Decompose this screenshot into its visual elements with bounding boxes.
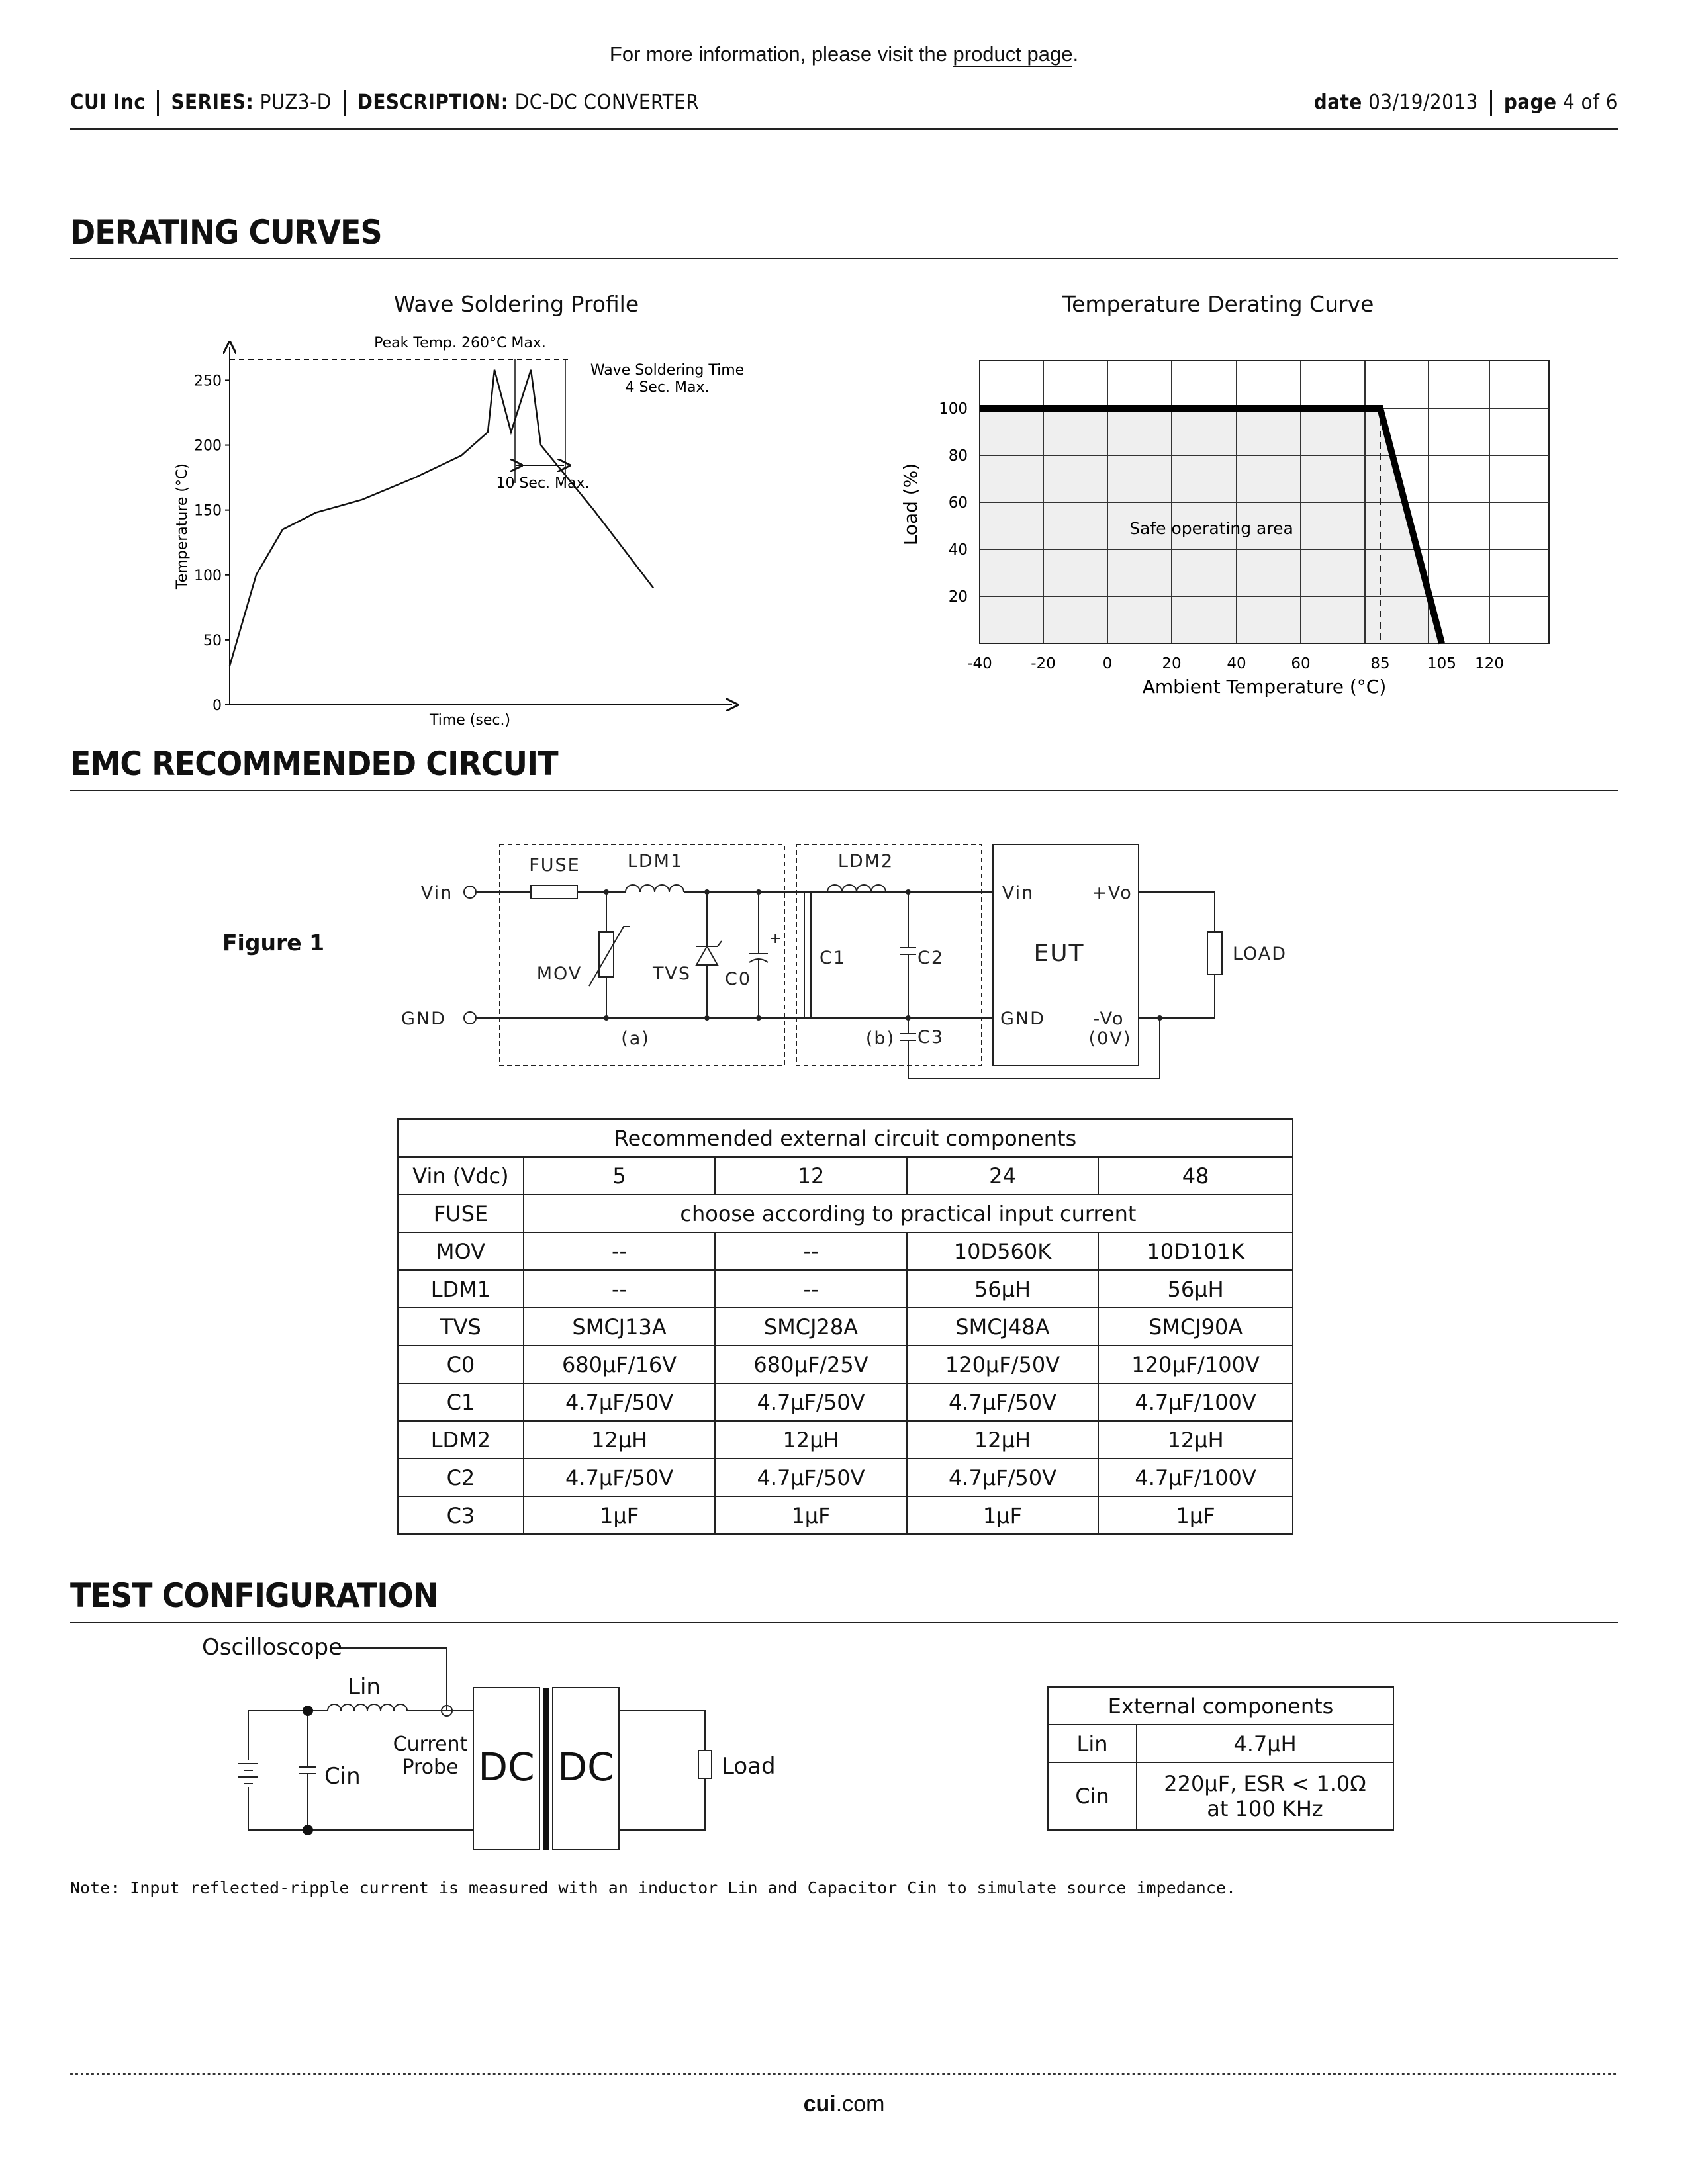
document-header (70, 86, 1618, 123)
vin-terminal (464, 886, 476, 898)
c0-label: C0 (724, 969, 752, 989)
page-label: page (1503, 90, 1557, 114)
table-cell: 12µH (1098, 1421, 1293, 1459)
table-row (398, 1195, 1293, 1232)
table-cell: 4.7µF/50V (524, 1383, 715, 1421)
external-cin-freq: at 100 KHz (1207, 1796, 1323, 1821)
table-row (398, 1232, 1293, 1270)
c3-label: C3 (917, 1027, 945, 1048)
eut-0v-label: (0V) (1088, 1028, 1132, 1049)
external-components-table (1047, 1686, 1394, 1831)
table-row (398, 1270, 1293, 1308)
oscilloscope-label: Oscilloscope (202, 1634, 343, 1661)
peak-temp-label: Peak Temp. 260°C Max. (374, 335, 546, 351)
recommended-components-table (397, 1118, 1293, 1535)
load-label: LOAD (1232, 944, 1288, 964)
table-row (398, 1459, 1293, 1496)
description-label: DESCRIPTION: (357, 90, 509, 114)
table-row (398, 1308, 1293, 1345)
table-cell: 680µF/16V (524, 1345, 715, 1383)
table-cell: choose according to practical input current (524, 1195, 1293, 1232)
row-header-cell: FUSE (398, 1195, 524, 1232)
table-cell: 4.7µF/50V (715, 1383, 906, 1421)
row-header-cell: C1 (398, 1383, 524, 1421)
table-cell: 10D101K (1098, 1232, 1293, 1270)
fuse-label: FUSE (529, 855, 581, 876)
section-rule-test (70, 1622, 1618, 1623)
table-row (398, 1421, 1293, 1459)
derating-x-tick-label: 0 (1102, 655, 1113, 672)
table-cell: 12µH (907, 1421, 1098, 1459)
table-cell: 12µH (524, 1421, 715, 1459)
footer-domain-bold[interactable]: cui (803, 2091, 836, 2116)
components-table-title: Recommended external circuit components (398, 1119, 1293, 1157)
row-header-cell: TVS (398, 1308, 524, 1345)
test-configuration-diagram (192, 1628, 788, 1853)
ldm1-inductor (626, 885, 684, 892)
product-page-link[interactable]: product page (953, 42, 1073, 66)
wave-y-tick-label: 100 (194, 567, 222, 584)
lin-label: Lin (348, 1674, 381, 1700)
section-title-test: TEST CONFIGURATION (70, 1576, 438, 1615)
eut-vin-label: Vin (1002, 883, 1035, 903)
external-cin-name: Cin (1048, 1762, 1137, 1830)
wave-profile-curve (230, 370, 653, 666)
table-cell: 4.7µF/50V (715, 1459, 906, 1496)
date-value: 03/19/2013 (1368, 90, 1478, 114)
row-header-cell: C2 (398, 1459, 524, 1496)
table-cell: 4.7µF/50V (907, 1459, 1098, 1496)
derating-y-tick-label: 100 (939, 400, 968, 418)
vin-label: Vin (420, 883, 453, 903)
wave-chart-title: Wave Soldering Profile (393, 291, 639, 317)
table-cell: 1µF (524, 1496, 715, 1534)
table-cell: 1µF (715, 1496, 906, 1534)
table-cell: SMCJ90A (1098, 1308, 1293, 1345)
derating-x-tick-label: 105 (1427, 655, 1456, 672)
wave-y-tick-label: 0 (212, 698, 222, 714)
top-note-suffix: . (1072, 42, 1079, 66)
probe-label: Probe (402, 1756, 459, 1779)
table-cell: 1µF (1098, 1496, 1293, 1534)
footer-dotted-rule (70, 2073, 1618, 2075)
test-load-resistor (698, 1751, 712, 1778)
table-cell: 4.7µF/100V (1098, 1459, 1293, 1496)
top-note (0, 42, 1688, 66)
block-a-label: (a) (621, 1028, 650, 1049)
tvs-label: TVS (652, 964, 692, 984)
derating-y-tick-label: 20 (948, 588, 968, 606)
table-cell: 120µF/50V (907, 1345, 1098, 1383)
wave-y-tick-label: 50 (203, 632, 222, 649)
derating-x-tick-label: 40 (1227, 655, 1246, 672)
table-cell: 12 (715, 1157, 906, 1195)
table-row (398, 1383, 1293, 1421)
table-cell: -- (715, 1270, 906, 1308)
table-cell: 680µF/25V (715, 1345, 906, 1383)
emc-circuit-diagram (391, 834, 1317, 1099)
wave-soldering-chart (159, 331, 755, 741)
row-header-cell: C0 (398, 1345, 524, 1383)
eut-label: EUT (1033, 940, 1085, 967)
table-cell: 12µH (715, 1421, 906, 1459)
block-b-label: (b) (865, 1028, 896, 1049)
table-cell: -- (524, 1232, 715, 1270)
section-title-derating: DERATING CURVES (70, 213, 382, 251)
table-cell: 5 (524, 1157, 715, 1195)
table-cell: 4.7µF/100V (1098, 1383, 1293, 1421)
lin-inductor (328, 1704, 407, 1711)
derating-y-tick-label: 60 (948, 494, 968, 512)
external-lin-value: 4.7µH (1137, 1725, 1393, 1762)
c0-plus-label: + (769, 931, 783, 947)
derating-x-tick-label: 20 (1162, 655, 1182, 672)
wave-x-label: Time (sec.) (429, 712, 511, 729)
derating-chart-title: Temperature Derating Curve (1062, 291, 1374, 317)
table-row (398, 1496, 1293, 1534)
wave-y-tick-label: 200 (194, 437, 222, 455)
table-cell: 56µH (907, 1270, 1098, 1308)
table-cell: SMCJ13A (524, 1308, 715, 1345)
page-value: 4 of 6 (1562, 90, 1618, 114)
table-cell: SMCJ28A (715, 1308, 906, 1345)
table-cell: -- (715, 1232, 906, 1270)
table-cell: 4.7µF/50V (524, 1459, 715, 1496)
external-table-title: External components (1048, 1687, 1393, 1725)
table-cell: 24 (907, 1157, 1098, 1195)
isolation-bar (543, 1688, 549, 1850)
eut-vo-pos-label: +Vo (1092, 883, 1133, 903)
table-cell: 10D560K (907, 1232, 1098, 1270)
date-label: date (1313, 90, 1362, 114)
measurement-note: Note: Input reflected-ripple current is measured with an inductor Lin and Capacitor Cin to simulate source impedance. (70, 1878, 1236, 1897)
ten-sec-label: 10 Sec. Max. (496, 475, 590, 492)
footer-domain-rest[interactable]: .com (835, 2091, 885, 2116)
c2-label: C2 (917, 948, 945, 968)
external-lin-name: Lin (1048, 1725, 1137, 1762)
table-cell: 48 (1098, 1157, 1293, 1195)
row-header-cell: MOV (398, 1232, 524, 1270)
temperature-derating-chart (887, 331, 1575, 715)
series-label: SERIES: (171, 90, 254, 114)
section-title-emc: EMC RECOMMENDED CIRCUIT (70, 745, 558, 783)
table-cell: 1µF (907, 1496, 1098, 1534)
figure-label: Figure 1 (222, 930, 325, 956)
wave-y-tick-label: 250 (194, 373, 222, 390)
tvs-diode (696, 946, 718, 965)
row-header-cell: LDM2 (398, 1421, 524, 1459)
test-load-label: Load (722, 1753, 776, 1780)
load-resistor (1207, 932, 1222, 974)
fuse-symbol (531, 886, 577, 899)
derating-x-tick-label: -40 (967, 655, 992, 672)
derating-x-tick-label: 85 (1370, 655, 1390, 672)
gnd-label: GND (401, 1009, 446, 1029)
wave-time-label-1: Wave Soldering Time (590, 362, 745, 379)
ldm1-label: LDM1 (627, 851, 684, 872)
eut-vo-neg-label: -Vo (1093, 1009, 1125, 1029)
derating-y-tick-label: 40 (948, 541, 968, 559)
row-header-cell: Vin (Vdc) (398, 1157, 524, 1195)
dc-right-label: DC (557, 1745, 614, 1790)
table-cell: 120µF/100V (1098, 1345, 1293, 1383)
table-cell: -- (524, 1270, 715, 1308)
external-cin-value: 220µF, ESR < 1.0Ω (1164, 1771, 1366, 1796)
derating-x-tick-label: 60 (1291, 655, 1311, 672)
description-value: DC-DC CONVERTER (514, 90, 700, 114)
table-cell: 4.7µF/50V (907, 1383, 1098, 1421)
derating-y-label: Load (%) (900, 463, 921, 546)
table-cell: 56µH (1098, 1270, 1293, 1308)
series-value: PUZ3-D (259, 90, 332, 114)
gnd-terminal (464, 1012, 476, 1024)
c1-label: C1 (819, 948, 847, 968)
wave-y-tick-label: 150 (194, 502, 222, 520)
current-label: Current (393, 1733, 468, 1756)
derating-x-label: Ambient Temperature (°C) (1142, 676, 1387, 698)
mov-symbol (599, 932, 614, 977)
top-note-prefix: For more information, please visit the (609, 42, 953, 66)
cin-label: Cin (324, 1763, 361, 1790)
section-rule-emc (70, 790, 1618, 791)
derating-x-tick-label: 120 (1475, 655, 1504, 672)
derating-x-tick-label: -20 (1031, 655, 1056, 672)
row-header-cell: C3 (398, 1496, 524, 1534)
company-name: CUI Inc (70, 90, 146, 114)
table-cell: SMCJ48A (907, 1308, 1098, 1345)
table-row (398, 1157, 1293, 1195)
mov-label: MOV (536, 964, 583, 984)
derating-y-tick-label: 80 (948, 447, 968, 465)
ldm2-inductor (827, 885, 886, 892)
section-rule-derating (70, 258, 1618, 259)
wave-time-label-2: 4 Sec. Max. (625, 379, 710, 396)
safe-area-label: Safe operating area (1129, 519, 1293, 538)
eut-gnd-label: GND (1000, 1009, 1045, 1029)
ldm2-label: LDM2 (837, 851, 894, 872)
dc-left-label: DC (478, 1745, 535, 1790)
header-rule (70, 128, 1618, 130)
footer (0, 2091, 1688, 2117)
table-row (398, 1345, 1293, 1383)
wave-y-label: Temperature (°C) (174, 463, 191, 589)
row-header-cell: LDM1 (398, 1270, 524, 1308)
